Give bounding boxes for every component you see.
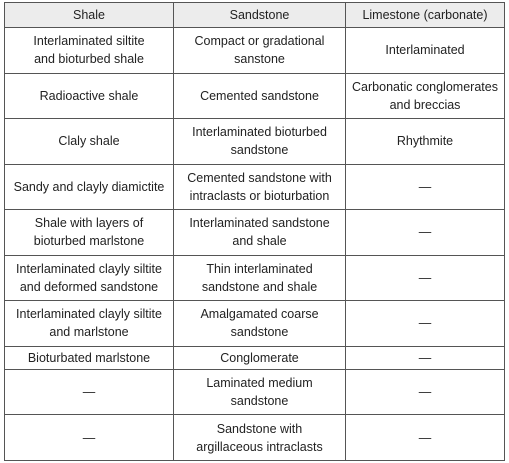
- cell-shale: Shale with layers of bioturbed marlstone: [5, 210, 174, 256]
- cell-sandstone: Laminated medium sandstone: [174, 369, 346, 415]
- cell-shale: Bioturbated marlstone: [5, 346, 174, 369]
- cell-sandstone: Compact or gradational sanstone: [174, 28, 346, 74]
- cell-shale: Interlaminated clayly siltite and marlstone: [5, 301, 174, 347]
- column-header-shale: Shale: [5, 3, 174, 28]
- cell-shale: —: [5, 415, 174, 461]
- cell-limestone: —: [346, 210, 505, 256]
- cell-shale: Interlaminated siltite and bioturbed shale: [5, 28, 174, 74]
- column-header-sandstone: Sandstone: [174, 3, 346, 28]
- table-row: [5, 415, 505, 461]
- cell-limestone: —: [346, 369, 505, 415]
- cell-sandstone: Conglomerate: [174, 346, 346, 369]
- cell-limestone: Carbonatic conglomerates and breccias: [346, 73, 505, 119]
- table-row: [5, 73, 505, 119]
- cell-shale: Sandy and clayly diamictite: [5, 164, 174, 210]
- cell-limestone: —: [346, 301, 505, 347]
- cell-limestone: Interlaminated: [346, 28, 505, 74]
- table-row: [5, 369, 505, 415]
- cell-sandstone: Interlaminated sandstone and shale: [174, 210, 346, 256]
- cell-limestone: —: [346, 415, 505, 461]
- cell-sandstone: Cemented sandstone: [174, 73, 346, 119]
- cell-limestone: Rhythmite: [346, 119, 505, 165]
- cell-shale: Radioactive shale: [5, 73, 174, 119]
- table-row: [5, 28, 505, 74]
- table-header: [5, 3, 505, 28]
- table-row: [5, 255, 505, 301]
- cell-sandstone: Cemented sandstone with intraclasts or bioturbation: [174, 164, 346, 210]
- cell-shale: Claly shale: [5, 119, 174, 165]
- cell-limestone: —: [346, 164, 505, 210]
- table-body: [5, 28, 505, 461]
- cell-sandstone: Amalgamated coarse sandstone: [174, 301, 346, 347]
- cell-limestone: —: [346, 346, 505, 369]
- table-row: [5, 301, 505, 347]
- cell-sandstone: Thin interlaminated sandstone and shale: [174, 255, 346, 301]
- table-row: [5, 119, 505, 165]
- table-row: [5, 346, 505, 369]
- header-row: [5, 3, 505, 28]
- column-header-limestone: Limestone (carbonate): [346, 3, 505, 28]
- lithofacies-table: [4, 2, 505, 461]
- cell-shale: Interlaminated clayly siltite and deformed sandstone: [5, 255, 174, 301]
- cell-shale: —: [5, 369, 174, 415]
- cell-limestone: —: [346, 255, 505, 301]
- cell-sandstone: Interlaminated bioturbed sandstone: [174, 119, 346, 165]
- table-row: [5, 210, 505, 256]
- table-row: [5, 164, 505, 210]
- cell-sandstone: Sandstone with argillaceous intraclasts: [174, 415, 346, 461]
